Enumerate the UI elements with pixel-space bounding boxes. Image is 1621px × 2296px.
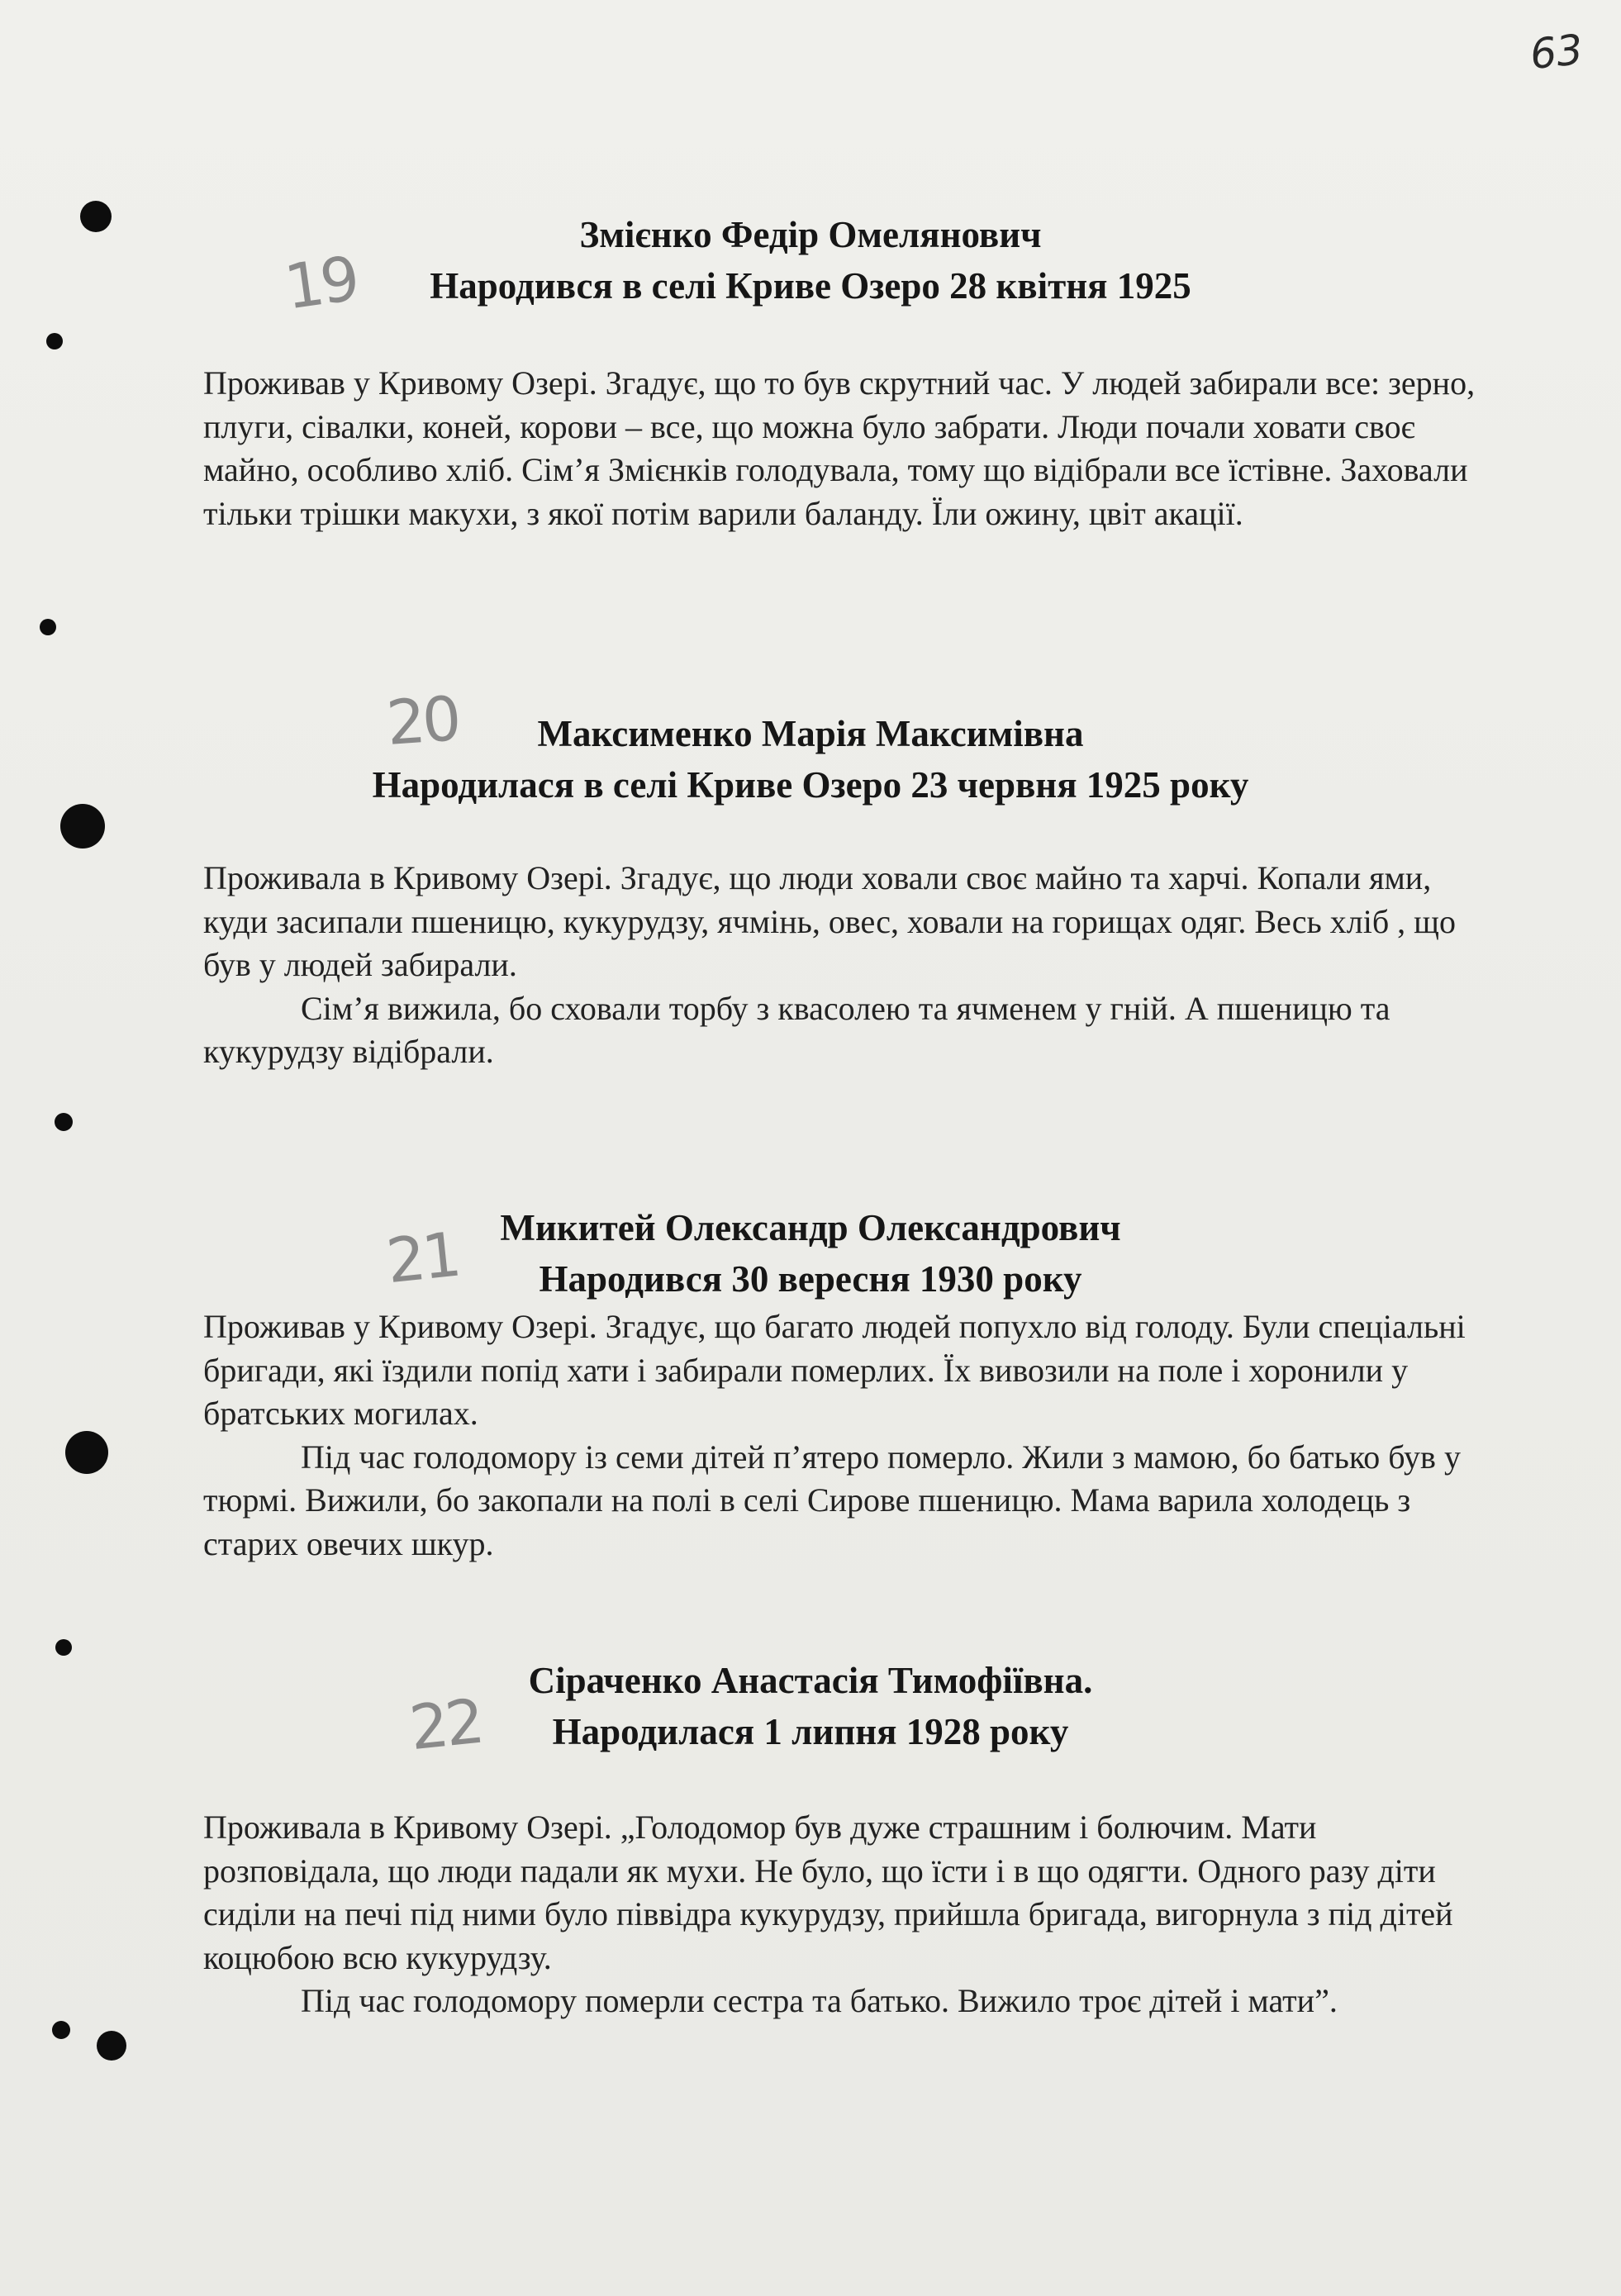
entry-number-handwritten: 20 bbox=[384, 683, 461, 759]
entry-body bbox=[203, 857, 1492, 1074]
entry-heading bbox=[0, 708, 1621, 810]
entry-paragraph: Під час голодомору із семи дітей п’ятеро померло. Жили з мамою, бо батько був у тюрмі. Вижили, бо закопали на полі в селі Сирове пшеницю. Мама варила холодець з старих овечих шкур. bbox=[203, 1438, 1461, 1562]
entry-name: Змієнко Федір Омелянович bbox=[579, 214, 1042, 255]
entry-heading bbox=[0, 1202, 1621, 1305]
entry-body bbox=[203, 1305, 1492, 1566]
entry-birth: Народився в селі Криве Озеро 28 квітня 1925 bbox=[430, 265, 1191, 307]
entry-birth: Народилася в селі Криве Озеро 23 червня 1925 року bbox=[372, 764, 1249, 806]
entry-number-handwritten: 22 bbox=[406, 1685, 485, 1765]
entry-birth: Народився 30 вересня 1930 року bbox=[539, 1258, 1082, 1300]
entry-name: Сіраченко Анастасія Тимофіївна. bbox=[528, 1660, 1093, 1701]
entry-name: Микитей Олександр Олександрович bbox=[500, 1207, 1121, 1248]
entry-paragraph: Проживала в Кривому Озері. Згадує, що люди ховали своє майно та харчі. Копали ями, куди засипали пшеницю, кукурудзу, ячмінь, овес, ховали на горищах одяг. Весь хліб , що був у людей забирали. bbox=[203, 859, 1456, 983]
punch-hole bbox=[55, 1113, 73, 1131]
punch-hole bbox=[65, 1431, 108, 1474]
punch-hole bbox=[46, 333, 63, 349]
entry-number-handwritten: 19 bbox=[280, 243, 361, 324]
entry-paragraph: Проживав у Кривому Озері. Згадує, що то був скрутний час. У людей забирали все: зерно, плуги, сівалки, коней, корови – все, що можна було забрати. Люди почали ховати своє майно, особливо хліб. Сім’я Змієнків голодувала, тому що відібрали все їстівне. Заховали тільки трішки макухи, з якої потім варили баланду. Їли ожину, цвіт акації. bbox=[203, 364, 1476, 532]
entry-paragraph: Сім’я вижила, бо сховали торбу з квасолею та ячменем у гній. А пшеницю та кукурудзу відібрали. bbox=[203, 989, 1390, 1070]
entry-heading bbox=[0, 209, 1621, 311]
entry-paragraph: Проживала в Кривому Озері. „Голодомор був дуже страшним і болючим. Мати розповідала, що люди падали як мухи. Не було, що їсти і в що одягти. Одного разу діти сиділи на печі під ними було піввідра кукурудзу, прийшла бригада, вигорнула з під дітей коцюбою всю кукурудзу. bbox=[203, 1809, 1453, 1976]
entry-paragraph: Під час голодомору померли сестра та батько. Вижило троє дітей і мати”. bbox=[301, 1982, 1338, 2019]
entry-name: Максименко Марія Максимівна bbox=[537, 713, 1084, 754]
entry-body bbox=[203, 362, 1492, 535]
entry-heading bbox=[0, 1655, 1621, 1757]
entry-number-handwritten: 21 bbox=[383, 1219, 462, 1298]
punch-hole bbox=[40, 619, 56, 635]
page-number: 63 bbox=[1528, 25, 1585, 79]
punch-hole bbox=[52, 2021, 70, 2039]
entry-birth: Народилася 1 липня 1928 року bbox=[552, 1711, 1069, 1752]
entry-paragraph: Проживав у Кривому Озері. Згадує, що багато людей попухло від голоду. Були спеціальні бригади, які їздили попід хати і забирали померлих. Їх вивозили на поле і хоронили у братських могилах. bbox=[203, 1308, 1466, 1432]
entry-body bbox=[203, 1806, 1492, 2023]
punch-hole bbox=[55, 1639, 72, 1656]
punch-hole bbox=[60, 804, 105, 849]
punch-hole bbox=[97, 2031, 126, 2061]
